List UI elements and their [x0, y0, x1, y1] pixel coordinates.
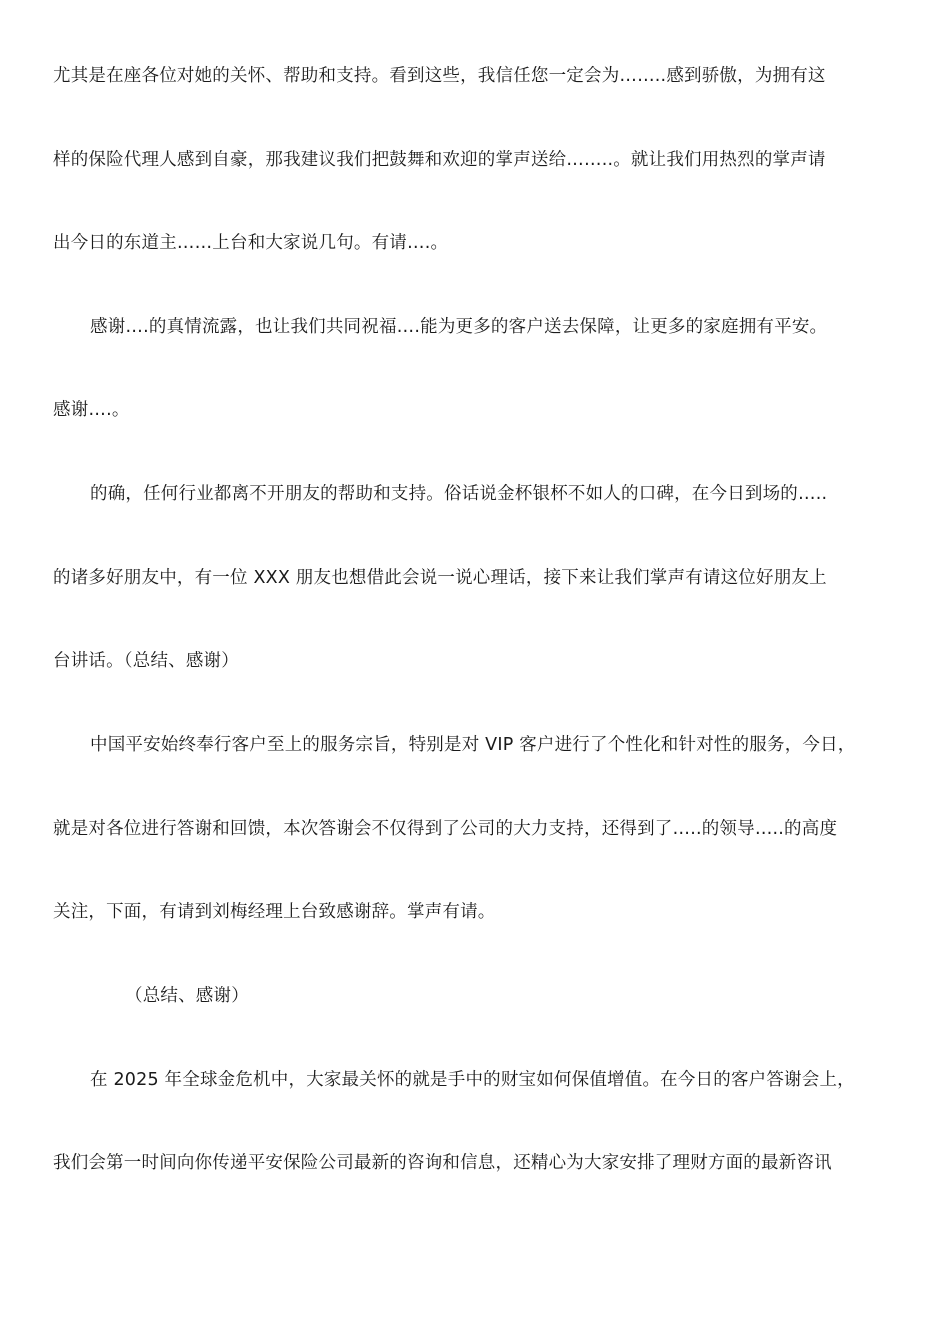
text-line-9: 中国平安始终奉行客户至上的服务宗旨，特别是对 VIP 客户进行了个性化和针对性的服务，今日，	[90, 735, 856, 755]
text-line-14: 我们会第一时间向你传递平安保险公司最新的咨询和信息，还精心为大家安排了理财方面的最新咨讯	[53, 1153, 832, 1173]
text-line-13: 在 2025 年全球金危机中，大家最关怀的就是手中的财宝如何保值增值。在今日的客户答谢会上，	[90, 1070, 855, 1090]
text-line-7: 的诸多好朋友中，有一位 XXX 朋友也想借此会说一说心理话，接下来让我们掌声有请这位好朋友上	[53, 568, 827, 588]
text-line-8: 台讲话。（总结、感谢）	[53, 651, 239, 671]
text-line-5: 感谢….。	[53, 400, 130, 420]
text-line-12: （总结、感谢）	[125, 986, 249, 1006]
text-line-11: 关注，下面，有请到刘梅经理上台致感谢辞。掌声有请。	[53, 902, 496, 922]
text-line-1: 尤其是在座各位对她的关怀、帮助和支持。看到这些，我信任您一定会为……..感到骄傲，为拥有这	[53, 66, 826, 86]
text-line-3: 出今日的东道主……上台和大家说几句。有请….。	[53, 233, 449, 253]
text-line-2: 样的保险代理人感到自豪，那我建议我们把鼓舞和欢迎的掌声送给……..。就让我们用热烈的掌声请	[53, 150, 826, 170]
text-line-10: 就是对各位进行答谢和回馈，本次答谢会不仅得到了公司的大力支持，还得到了…..的领导…..的高度	[53, 819, 838, 839]
text-line-4: 感谢….的真情流露，也让我们共同祝福….能为更多的客户送去保障，让更多的家庭拥有平安。	[90, 317, 828, 337]
text-line-6: 的确，任何行业都离不开朋友的帮助和支持。俗话说金杯银杯不如人的口碑，在今日到场的…..	[90, 484, 828, 504]
